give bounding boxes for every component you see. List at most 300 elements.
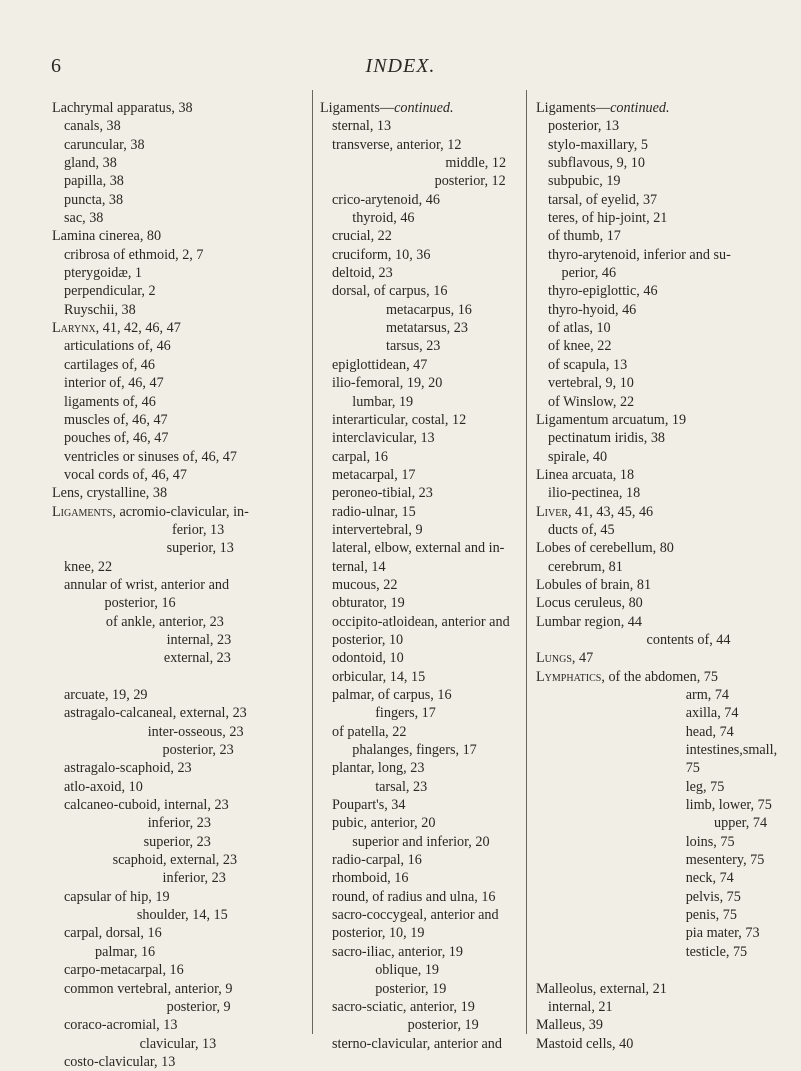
entry-text: Lens, crystalline, 38 <box>52 485 168 502</box>
entry-text: internal, 21 <box>548 998 613 1015</box>
index-subentry <box>320 393 520 411</box>
entry-text: Locus ceruleus, 80 <box>536 595 643 612</box>
index-subentry <box>536 301 796 319</box>
index-subentry <box>320 833 520 851</box>
entry-text: Ruyschii, 38 <box>64 301 136 318</box>
entry-text: carpo-metacarpal, 16 <box>64 962 184 979</box>
blank-line <box>52 668 308 686</box>
index-entry <box>536 99 796 117</box>
entry-text: tarsus, 23 <box>386 338 441 355</box>
index-subentry <box>320 980 520 998</box>
index-column-3 <box>536 99 796 1053</box>
index-subentry <box>536 374 796 392</box>
index-subentry <box>52 1016 308 1034</box>
index-subentry <box>536 117 796 135</box>
entry-text: sternal, 13 <box>332 118 392 135</box>
index-subentry <box>320 741 520 759</box>
entry-text: posterior, 16 <box>104 595 176 612</box>
column-divider <box>312 90 313 1034</box>
index-subentry <box>320 686 520 704</box>
entry-text: caruncular, 38 <box>64 136 145 153</box>
entry-text: Malleus, 39 <box>536 1017 603 1034</box>
entry-text: Linea arcuata, 18 <box>536 466 635 483</box>
index-subentry <box>536 356 796 374</box>
entry-text: interclavicular, 13 <box>332 430 435 447</box>
index-subentry <box>320 117 520 135</box>
entry-text: crico-arytenoid, 46 <box>332 191 440 208</box>
entry-text: limb, lower, 75 <box>685 797 772 814</box>
index-subentry <box>320 154 520 172</box>
entry-text: Mastoid cells, 40 <box>536 1035 634 1052</box>
index-subentry <box>320 136 520 154</box>
index-subentry <box>52 704 308 722</box>
entry-text: capsular of hip, 19 <box>64 888 170 905</box>
entry-text: Poupart's, 34 <box>332 797 406 814</box>
index-subentry <box>52 686 308 704</box>
entry-text: dorsal, of carpus, 16 <box>332 283 448 300</box>
index-subentry <box>320 851 520 869</box>
index-entry <box>52 484 308 502</box>
index-subentry <box>52 741 308 759</box>
entry-text: knee, 22 <box>64 558 113 575</box>
index-subentry <box>536 631 796 649</box>
index-subentry <box>52 723 308 741</box>
entry-text: posterior, 19 <box>375 980 447 997</box>
index-subentry <box>536 154 796 172</box>
entry-text: sterno-clavicular, anterior and <box>332 1035 502 1052</box>
index-subentry <box>52 466 308 484</box>
entry-text: calcaneo-cuboid, internal, 23 <box>64 797 229 814</box>
index-subentry <box>52 796 308 814</box>
index-subentry <box>536 191 796 209</box>
column-divider <box>526 90 527 1034</box>
entry-text: sacro-coccygeal, anterior and <box>332 907 499 924</box>
index-entry <box>536 576 796 594</box>
entry-text: ligaments of, 46 <box>64 393 156 410</box>
index-subentry <box>536 723 796 741</box>
entry-text: odontoid, 10 <box>332 650 404 667</box>
index-subentry <box>52 943 308 961</box>
index-subentry <box>320 594 520 612</box>
index-entry <box>536 539 796 557</box>
entry-text: sacro-sciatic, anterior, 19 <box>332 998 475 1015</box>
entry-text: tarsal, of eyelid, 37 <box>548 191 658 208</box>
index-subentry <box>320 411 520 429</box>
index-subentry <box>52 136 308 154</box>
index-entry <box>536 466 796 484</box>
entry-text: pia mater, 73 <box>685 925 760 942</box>
entry-text: posterior, 10, 19 <box>332 925 425 942</box>
entry-text: posterior, 12 <box>434 173 506 190</box>
entry-text: perpendicular, 2 <box>64 283 156 300</box>
entry-text: Lobes of cerebellum, 80 <box>536 540 674 557</box>
entry-text: inter-osseous, 23 <box>147 723 244 740</box>
entry-text: leg, 75 <box>685 778 725 795</box>
entry-text: costo-clavicular, 13 <box>64 1053 176 1070</box>
entry-text: ilio-pectinea, 18 <box>548 485 641 502</box>
entry-text: pterygoidæ, 1 <box>64 265 143 282</box>
index-subentry <box>52 869 308 887</box>
entry-text: ducts of, 45 <box>548 521 615 538</box>
index-subentry <box>536 484 796 502</box>
entry-text: of knee, 22 <box>548 338 612 355</box>
entry-text: scaphoid, external, 23 <box>112 852 238 869</box>
index-subentry <box>52 172 308 190</box>
index-subentry <box>52 356 308 374</box>
index-entry <box>320 99 520 117</box>
entry-text: upper, 74 <box>714 815 768 832</box>
index-subentry <box>536 833 796 851</box>
entry-heading: Larynx, <box>52 320 100 337</box>
entry-text: Lobules of brain, 81 <box>536 576 652 593</box>
entry-text: posterior, 10 <box>332 631 404 648</box>
entry-text: obturator, 19 <box>332 595 405 612</box>
entry-text: thyro-hyoid, 46 <box>548 301 637 318</box>
entry-text: posterior, 19 <box>407 1017 479 1034</box>
entry-text: canals, 38 <box>64 118 121 135</box>
index-entry <box>536 649 796 667</box>
index-subentry <box>536 209 796 227</box>
entry-text: Lumbar region, 44 <box>536 613 642 630</box>
index-subentry <box>320 484 520 502</box>
entry-text: contents of, 44 <box>646 631 731 648</box>
entry-text: deltoid, 23 <box>332 265 393 282</box>
index-subentry <box>536 796 796 814</box>
entry-text: palmar, of carpus, 16 <box>332 687 452 703</box>
entry-text: loins, 75 <box>685 833 735 850</box>
entry-text: peroneo-tibial, 23 <box>332 485 433 502</box>
index-subentry <box>320 319 520 337</box>
index-subentry <box>320 631 520 649</box>
entry-text: palmar, 16 <box>95 943 156 960</box>
entry-text: pelvis, 75 <box>685 888 741 905</box>
index-subentry <box>320 466 520 484</box>
entry-text: 47 <box>575 650 594 667</box>
index-subentry <box>320 503 520 521</box>
entry-text: of ankle, anterior, 23 <box>105 613 224 630</box>
entry-text: fingers, 17 <box>375 705 436 722</box>
blank-line <box>536 961 796 979</box>
entry-text: Ligaments— <box>536 100 611 116</box>
entry-text: atlo-axoid, 10 <box>64 778 143 795</box>
entry-text: of atlas, 10 <box>548 320 611 337</box>
entry-text: superior and inferior, 20 <box>352 833 490 850</box>
index-subentry <box>536 558 796 576</box>
entry-text: plantar, long, 23 <box>332 760 425 777</box>
index-subentry <box>320 356 520 374</box>
entry-text: Lamina cinerea, 80 <box>52 228 162 245</box>
index-entry <box>52 503 308 521</box>
index-entry <box>536 668 796 686</box>
entry-text: of thumb, 17 <box>548 228 621 245</box>
index-subentry <box>52 429 308 447</box>
entry-text: acromio-clavicular, in- <box>115 503 249 520</box>
index-subentry <box>320 301 520 319</box>
index-subentry <box>320 521 520 539</box>
index-subentry <box>52 209 308 227</box>
index-subentry <box>536 943 796 961</box>
index-subentry <box>536 393 796 411</box>
entry-text: internal, 23 <box>166 631 232 648</box>
index-subentry <box>52 558 308 576</box>
entry-text: astragalo-scaphoid, 23 <box>64 760 192 777</box>
entry-text: interior of, 46, 47 <box>64 375 164 392</box>
index-subentry <box>52 759 308 777</box>
index-entry <box>536 594 796 612</box>
index-entry <box>536 1035 796 1053</box>
index-subentry <box>536 227 796 245</box>
entry-text: metatarsus, 23 <box>386 320 468 337</box>
entry-text: epiglottidean, 47 <box>332 356 428 373</box>
entry-text: Malleolus, external, 21 <box>536 980 667 997</box>
entry-text: tarsal, 23 <box>375 778 428 795</box>
index-entry <box>536 411 796 429</box>
index-subentry <box>536 264 796 282</box>
index-subentry <box>320 943 520 961</box>
entry-text: radio-ulnar, 15 <box>332 503 416 520</box>
entry-text: mesentery, 75 <box>685 852 765 869</box>
entry-text: inferior, 23 <box>147 815 211 832</box>
index-subentry <box>536 704 796 722</box>
entry-heading: Ligaments, <box>52 503 116 520</box>
entry-text: of Winslow, 22 <box>548 393 635 410</box>
entry-text: metacarpal, 17 <box>332 466 416 483</box>
entry-text: crucial, 22 <box>332 228 392 245</box>
entry-text: Lachrymal apparatus, 38 <box>52 100 193 116</box>
entry-text: gland, 38 <box>64 155 117 172</box>
index-subentry <box>52 631 308 649</box>
index-subentry <box>320 246 520 264</box>
index-subentry <box>52 778 308 796</box>
index-subentry <box>52 576 308 594</box>
entry-text: penis, 75 <box>685 907 737 924</box>
entry-heading: Lymphatics, <box>536 668 605 685</box>
index-subentry <box>52 282 308 300</box>
index-subentry <box>320 759 520 777</box>
entry-text: superior, 23 <box>143 833 211 850</box>
entry-text: radio-carpal, 16 <box>332 852 422 869</box>
index-subentry <box>536 448 796 466</box>
entry-text: coraco-acromial, 13 <box>64 1017 178 1034</box>
index-subentry <box>320 558 520 576</box>
index-subentry <box>320 539 520 557</box>
entry-text: common vertebral, anterior, 9 <box>64 980 233 997</box>
index-subentry <box>320 576 520 594</box>
index-entry <box>52 227 308 245</box>
index-subentry <box>536 686 796 704</box>
index-entry <box>536 613 796 631</box>
entry-text: sac, 38 <box>64 210 104 227</box>
entry-text: ferior, 13 <box>172 521 225 538</box>
index-subentry <box>536 172 796 190</box>
entry-heading: Liver, <box>536 503 572 520</box>
entry-text: oblique, 19 <box>375 962 440 979</box>
index-subentry <box>52 1053 308 1071</box>
index-subentry <box>52 246 308 264</box>
index-subentry <box>320 814 520 832</box>
index-subentry <box>52 924 308 942</box>
index-subentry <box>52 961 308 979</box>
index-subentry <box>536 869 796 887</box>
entry-text: cerebrum, 81 <box>548 558 623 575</box>
entry-text: articulations of, 46 <box>64 338 171 355</box>
entry-text: muscles of, 46, 47 <box>64 411 168 428</box>
entry-text: spirale, 40 <box>548 448 608 465</box>
entry-text: orbicular, 14, 15 <box>332 668 426 685</box>
index-subentry <box>320 796 520 814</box>
index-subentry <box>536 741 796 759</box>
index-subentry <box>536 998 796 1016</box>
index-subentry <box>536 906 796 924</box>
index-subentry <box>52 154 308 172</box>
index-subentry <box>52 411 308 429</box>
entry-text: inferior, 23 <box>162 870 226 887</box>
index-subentry <box>52 374 308 392</box>
entry-text: ventricles or sinuses of, 46, 47 <box>64 448 237 465</box>
index-subentry <box>536 282 796 300</box>
index-subentry <box>536 246 796 264</box>
index-subentry <box>52 393 308 411</box>
index-subentry <box>320 723 520 741</box>
entry-text: interarticular, costal, 12 <box>332 411 467 428</box>
entry-text: teres, of hip-joint, 21 <box>548 210 668 227</box>
index-subentry <box>536 888 796 906</box>
index-subentry <box>52 191 308 209</box>
index-subentry <box>536 778 796 796</box>
entry-text: of patella, 22 <box>332 723 407 740</box>
entry-text: arm, 74 <box>685 687 730 703</box>
entry-text: cribrosa of ethmoid, 2, 7 <box>64 246 204 263</box>
entry-text: posterior, 23 <box>162 742 234 759</box>
index-subentry <box>320 613 520 631</box>
index-subentry <box>52 888 308 906</box>
index-subentry <box>320 374 520 392</box>
index-subentry <box>52 301 308 319</box>
entry-text: superior, 13 <box>166 540 234 557</box>
page-number: 6 <box>51 55 61 77</box>
index-subentry <box>52 649 308 667</box>
entry-text: of scapula, 13 <box>548 356 628 373</box>
index-subentry <box>52 539 308 557</box>
entry-heading: Lungs, <box>536 650 576 667</box>
entry-text: sacro-iliac, anterior, 19 <box>332 943 463 960</box>
index-subentry <box>52 613 308 631</box>
index-subentry <box>320 282 520 300</box>
entry-text: pectinatum iridis, 38 <box>548 430 666 447</box>
entry-text: middle, 12 <box>445 155 507 172</box>
entry-text: pubic, anterior, 20 <box>332 815 436 832</box>
index-subentry <box>320 961 520 979</box>
index-column-2 <box>320 99 520 1053</box>
index-subentry <box>320 1035 520 1053</box>
entry-text: axilla, 74 <box>685 705 739 722</box>
entry-text: mucous, 22 <box>332 576 398 593</box>
index-subentry <box>320 191 520 209</box>
entry-text: 41, 43, 45, 46 <box>571 503 654 520</box>
entry-text: lateral, elbow, external and in- <box>332 540 505 557</box>
index-subentry <box>536 851 796 869</box>
entry-text: metacarpus, 16 <box>386 301 472 318</box>
index-subentry <box>320 649 520 667</box>
index-subentry <box>320 172 520 190</box>
index-subentry <box>52 448 308 466</box>
index-entry <box>52 99 308 117</box>
index-subentry <box>536 924 796 942</box>
index-subentry <box>320 869 520 887</box>
entry-text: annular of wrist, anterior and <box>64 576 230 593</box>
entry-text: posterior, 13 <box>548 118 620 135</box>
entry-text: astragalo-calcaneal, external, 23 <box>64 705 247 722</box>
entry-text: pouches of, 46, 47 <box>64 430 169 447</box>
entry-text: round, of radius and ulna, 16 <box>332 888 496 905</box>
entry-text: carpal, 16 <box>332 448 388 465</box>
index-column-1 <box>52 99 308 1071</box>
index-subentry <box>52 521 308 539</box>
entry-text: occipito-atloidean, anterior and <box>332 613 510 630</box>
entry-text: transverse, anterior, 12 <box>332 136 462 153</box>
index-entry <box>536 980 796 998</box>
index-subentry <box>536 521 796 539</box>
entry-text: ternal, 14 <box>332 558 386 575</box>
entry-text: 75 <box>685 760 700 777</box>
continued-label: continued. <box>610 100 670 116</box>
entry-text: rhomboid, 16 <box>332 870 409 887</box>
index-subentry <box>320 1016 520 1034</box>
index-subentry <box>52 833 308 851</box>
index-subentry <box>52 851 308 869</box>
index-subentry <box>536 337 796 355</box>
index-subentry <box>52 814 308 832</box>
index-subentry <box>52 1035 308 1053</box>
entry-text: of the abdomen, 75 <box>604 668 718 685</box>
index-subentry <box>536 319 796 337</box>
entry-text: papilla, 38 <box>64 173 124 190</box>
index-subentry <box>320 227 520 245</box>
page-title: INDEX. <box>365 55 436 77</box>
entry-text: thyro-epiglottic, 46 <box>548 283 658 300</box>
index-subentry <box>52 594 308 612</box>
index-subentry <box>320 906 520 924</box>
index-subentry <box>320 429 520 447</box>
index-subentry <box>52 980 308 998</box>
entry-text: perior, 46 <box>561 265 617 282</box>
entry-text: intestines,small, <box>685 742 778 759</box>
entry-text: subpubic, 19 <box>548 173 621 190</box>
entry-text: Ligaments— <box>320 100 395 116</box>
entry-text: Ligamentum arcuatum, 19 <box>536 411 687 428</box>
entry-text: subflavous, 9, 10 <box>548 155 645 172</box>
index-subentry <box>320 448 520 466</box>
entry-text: neck, 74 <box>685 870 734 887</box>
entry-text: thyroid, 46 <box>352 210 415 227</box>
index-subentry <box>320 888 520 906</box>
entry-text: head, 74 <box>685 723 734 740</box>
index-subentry <box>52 337 308 355</box>
entry-text: intervertebral, 9 <box>332 521 423 538</box>
index-subentry <box>320 668 520 686</box>
index-entry <box>536 503 796 521</box>
index-subentry <box>320 704 520 722</box>
index-subentry <box>536 136 796 154</box>
entry-text: carpal, dorsal, 16 <box>64 925 162 942</box>
index-subentry <box>320 209 520 227</box>
entry-text: thyro-arytenoid, inferior and su- <box>548 246 731 263</box>
index-subentry <box>536 759 796 777</box>
entry-text: ilio-femoral, 19, 20 <box>332 375 443 392</box>
index-subentry <box>52 998 308 1016</box>
index-subentry <box>320 924 520 942</box>
continued-label: continued. <box>394 100 454 116</box>
